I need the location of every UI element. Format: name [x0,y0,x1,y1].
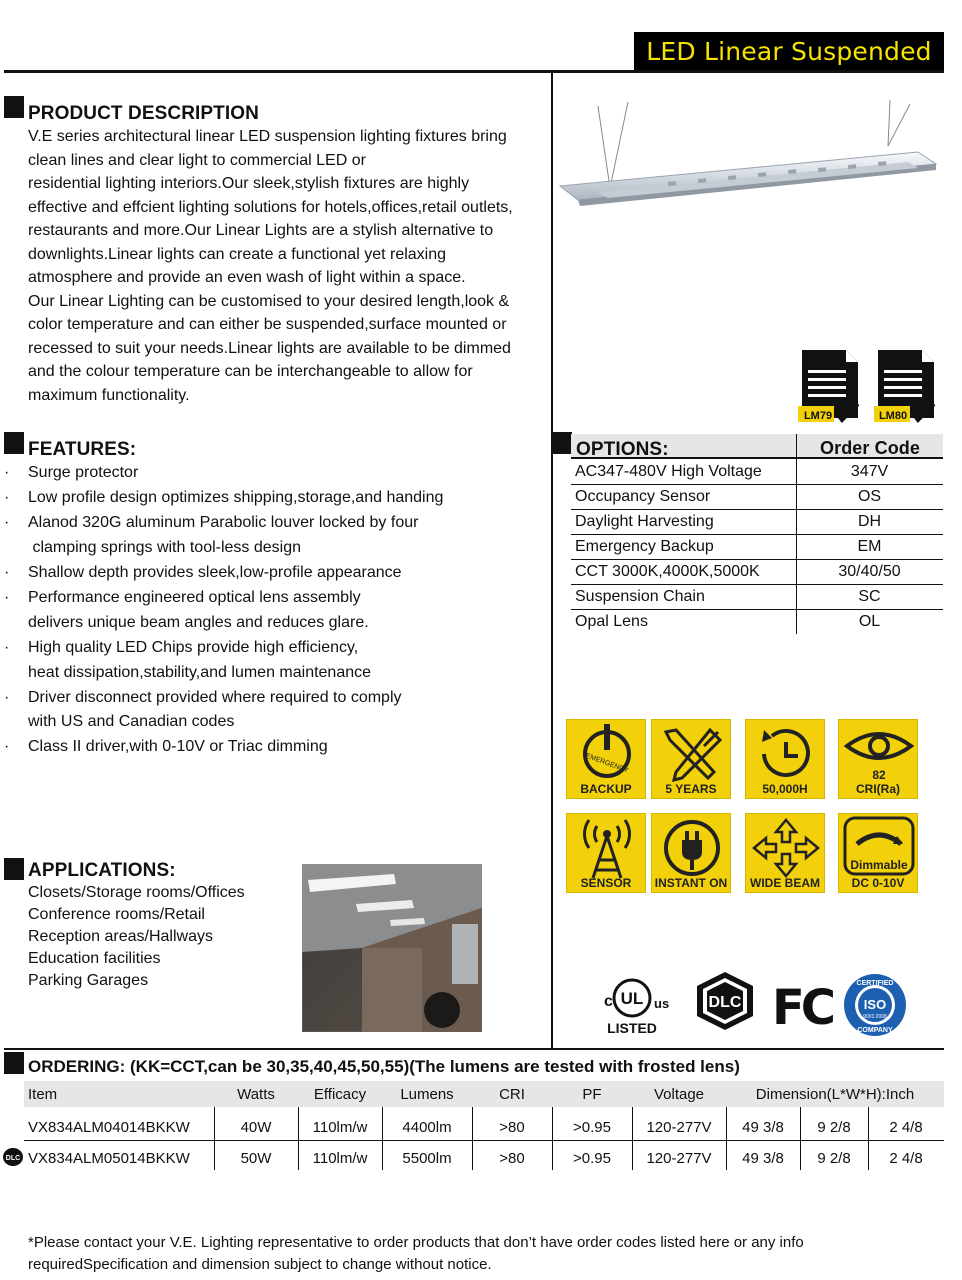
icon-label: INSTANT ON [654,876,728,890]
cell-height: 2 4/8 [889,1150,923,1167]
table-row [24,1112,944,1142]
options-heading: OPTIONS: [576,439,669,460]
emergency-caption: EMERGENCY [584,752,630,775]
col-separator [382,1107,383,1170]
option-name: Opal Lens [575,613,648,630]
icon-label: SENSOR [580,876,632,890]
option-name: Suspension Chain [575,588,705,605]
cell-lumens: 4400lm [402,1119,452,1136]
feature-text: heat dissipation,stability,and lumen maintenance [28,664,372,681]
option-code: OL [858,613,881,630]
col-cri: CRI [499,1086,525,1103]
option-code: 347V [850,463,889,480]
feature-bullet: · [4,514,10,531]
column-divider [551,73,553,1048]
feature-text: delivers unique beam angles and reduces glare. [28,614,369,631]
option-name: AC347-480V High Voltage [575,463,762,480]
application-item: Closets/Storage rooms/Offices [28,884,245,901]
page-title: LED Linear Suspended [634,32,944,72]
svg-text:c: c [604,993,613,1010]
application-photo [302,864,482,1032]
col-separator [472,1107,473,1170]
col-lumens: Lumens [400,1086,454,1103]
icon-label: WIDE BEAM [750,876,820,890]
feature-text: Low profile design optimizes shipping,storage,and handing [28,489,444,506]
feature-text: Shallow depth provides sleek,low-profile appearance [28,564,402,581]
application-item: Education facilities [28,950,161,967]
cell-cri: >80 [499,1119,525,1136]
cell-watts: 40W [240,1119,272,1136]
feature-bullet: · [4,639,10,656]
svg-text:9001:2008: 9001:2008 [863,1014,887,1020]
header-rule [4,70,944,73]
section-marker [4,858,24,880]
feature-text: Class II driver,with 0-10V or Triac dimming [28,738,328,755]
cri-eye-icon [838,719,918,799]
cell-height: 2 4/8 [889,1119,923,1136]
svg-text:FC: FC [772,980,833,1030]
description-line: Our Linear Lighting can be customised to your desired length,look & [28,292,510,310]
option-name: Occupancy Sensor [575,488,711,505]
svg-text:LISTED: LISTED [607,1020,657,1036]
sensor-tower-icon [566,813,646,893]
feature-text: Alanod 320G aluminum Parabolic louver locked by four [28,514,419,531]
dimmable-label: Dimmable [850,858,908,872]
cell-item: VX834ALM04014BKKW [28,1119,190,1136]
cell-width: 9 2/8 [817,1150,851,1167]
feature-bullet: · [4,589,10,606]
svg-text:UL: UL [620,989,644,1008]
col-voltage: Voltage [653,1086,705,1103]
application-item: Reception areas/Hallways [28,928,213,945]
ul-listed-logo [596,972,682,1038]
row-divider [24,1140,944,1141]
cell-voltage: 120-277V [646,1150,712,1167]
dlc-badge-icon [2,1147,24,1167]
cell-length: 49 3/8 [742,1119,784,1136]
option-name: Daylight Harvesting [575,513,714,530]
col-efficacy: Efficacy [313,1086,367,1103]
cell-pf: >0.95 [573,1119,611,1136]
svg-text:CERTIFIED: CERTIFIED [856,980,894,987]
instant-on-plug-icon [651,813,731,893]
dimmable-icon [838,813,918,893]
svg-text:DLC: DLC [708,994,742,1011]
feature-text: clamping springs with tool-less design [28,539,302,556]
icon-label: 50,000H [762,782,808,796]
cell-efficacy: 110lm/w [312,1119,368,1136]
cell-watts: 50W [240,1150,272,1167]
col-pf: PF [582,1086,602,1103]
description-heading: PRODUCT DESCRIPTION [28,103,259,124]
icon-label: DC 0-10V [851,876,905,890]
option-code: DH [857,513,882,530]
option-row [571,485,943,510]
feature-text: Driver disconnect provided where required to comply [28,689,402,706]
description-line: atmosphere and provide an even wash of light within a space. [28,269,466,286]
description-line: effective and effcient lighting solutions for hotels,offices,retail outlets, [28,198,513,216]
col-item: Item [28,1086,58,1103]
features-heading: FEATURES: [28,439,137,460]
col-watts: Watts [237,1086,275,1103]
description-line: color temperature and can either be suspended,surface mounted or [28,316,507,333]
option-name: Emergency Backup [575,538,714,555]
ordering-heading: ORDERING: (KK=CCT,can be 30,35,40,45,50,55)(The lumens are tested with frosted lens) [28,1057,740,1076]
icon-label: CRI(Ra) [856,782,900,796]
order-code-heading: Order Code [819,438,921,458]
feature-bullet: · [4,489,10,506]
option-row [571,535,943,560]
option-row [571,560,943,585]
cell-lumens: 5500lm [402,1150,452,1167]
description-line: and the colour temperature can be interchangeable to allow for [28,363,473,380]
option-row [571,510,943,535]
footnote-line: *Please contact your V.E. Lighting representative to order products that don’t have order codes listed here or any info [28,1234,804,1251]
col-separator [298,1107,299,1170]
application-item: Parking Garages [28,972,149,989]
col-separator [552,1107,553,1170]
fcc-logo [770,978,836,1030]
dlc-logo [691,970,759,1032]
lm80-label: LM80 [878,410,908,422]
application-item: Conference rooms/Retail [28,906,205,923]
description-line: clean lines and clear light to commercial LED or [28,151,366,169]
section-marker [552,432,572,454]
warranty-tools-icon [651,719,731,799]
col-separator [868,1107,869,1170]
col-separator [726,1107,727,1170]
col-separator [632,1107,633,1170]
col-separator [800,1107,801,1170]
ordering-rule [4,1048,944,1050]
option-row [571,585,943,610]
section-marker [4,96,24,118]
cell-pf: >0.95 [573,1150,611,1167]
product-fixture-image [558,96,938,216]
ordering-table-header [24,1081,944,1107]
feature-bullet: · [4,564,10,581]
svg-text:ISO: ISO [863,997,887,1012]
section-marker [4,432,24,454]
feature-text: High quality LED Chips provide high efficiency, [28,639,359,656]
icon-label: BACKUP [580,782,632,796]
lm79-label: LM79 [803,410,833,422]
option-code: OS [857,488,882,505]
cell-width: 9 2/8 [817,1119,851,1136]
option-code: SC [858,588,881,605]
footnote-line: requiredSpecification and dimension subject to change without notice. [28,1256,492,1273]
emergency-backup-icon [566,719,646,799]
description-line: recessed to suit your needs.Linear lights are available to be dimmed [28,339,511,357]
table-row [24,1143,944,1173]
option-code: 30/40/50 [838,563,901,580]
option-row [571,610,943,635]
col-separator [214,1107,215,1170]
option-row [571,460,943,485]
cell-voltage: 120-277V [646,1119,712,1136]
cri-value: 82 [872,768,886,782]
svg-text:us: us [654,996,670,1011]
feature-text: with US and Canadian codes [28,713,235,730]
description-text [28,125,513,407]
description-line: residential lighting interiors.Our sleek,stylish fixtures are highly [28,175,470,192]
lm-badges [796,346,946,428]
cell-efficacy: 110lm/w [312,1150,368,1167]
feature-text: Performance engineered optical lens assembly [28,589,361,606]
applications-heading: APPLICATIONS: [28,860,176,881]
wide-beam-arrows-icon [745,813,825,893]
feature-text: Surge protector [28,464,139,481]
description-line: downlights.Linear lights can create a functional yet relaxing [28,245,447,263]
icon-label: 5 YEARS [665,782,717,796]
option-code: EM [857,538,882,555]
description-line: restaurants and more.Our Linear Lights are a stylish alternative to [28,222,494,239]
cell-item: VX834ALM05014BKKW [28,1150,190,1167]
cell-length: 49 3/8 [742,1150,784,1167]
description-line: maximum functionality. [28,386,190,404]
cell-cri: >80 [499,1150,525,1167]
section-marker [4,1052,24,1074]
feature-bullet: · [4,738,10,755]
col-dimension: Dimension(L*W*H):Inch [755,1086,915,1103]
feature-bullet: · [4,464,10,481]
svg-text:DLC: DLC [5,1155,21,1162]
lifetime-clock-icon [745,719,825,799]
feature-bullet: · [4,689,10,706]
description-line: V.E series architectural linear LED suspension lighting fixtures bring [28,128,507,145]
iso-certified-logo [842,972,908,1038]
svg-text:COMPANY: COMPANY [857,1027,893,1034]
option-name: CCT 3000K,4000K,5000K [575,563,760,580]
